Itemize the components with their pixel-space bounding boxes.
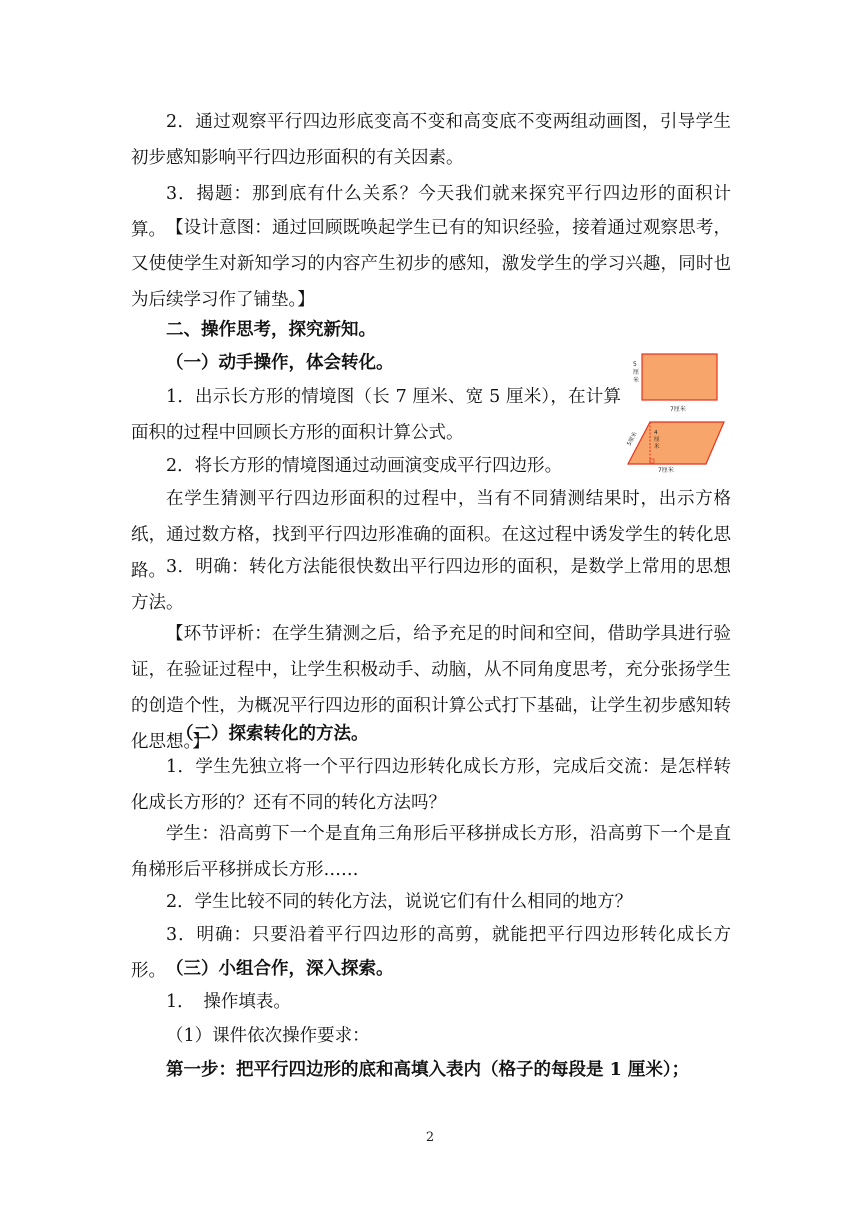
page-number: 2: [425, 1130, 435, 1145]
paragraph: 2．通过观察平行四边形底变高不变和高变底不变两组动画图，引导学生初步感知影响平行四边形面积的有关因素。: [131, 112, 731, 168]
paragraph: 在学生猜测平行四边形面积的过程中，当有不同猜测结果时，出示方格纸，通过数方格，找到平行四边形准确的面积。在这过程中诱发学生的转化思路。: [131, 489, 731, 581]
rectangle-shape: [642, 354, 717, 400]
paragraph: 3．明确：只要沿着平行四边形的高剪，就能把平行四边形转化成长方形。: [131, 925, 731, 981]
paragraph: 1．学生先独立将一个平行四边形转化成长方形，完成后交流：是怎样转化成长方形的？还有不同的转化方法吗？: [131, 757, 731, 813]
rectangle-parallelogram-figure: [620, 346, 740, 476]
paragraph: 1．出示长方形的情境图（长 7 厘米、宽 5 厘米），在计算面积的过程中回顾长方形的面积计算公式。: [131, 387, 621, 443]
para-h-1: 4: [654, 430, 658, 436]
figure-svg: [620, 346, 740, 476]
subsection-heading: （三）小组合作，深入探索。: [166, 959, 394, 979]
rect-h-1: 5: [633, 361, 637, 368]
parallelogram-side-label: 5厘米: [626, 431, 639, 447]
para-h-2: 厘: [654, 437, 660, 443]
paragraph: （1）课件依次操作要求：: [166, 1026, 370, 1046]
paragraph: 第一步：把平行四边形的底和高填入表内（格子的每段是 1 厘米）；: [166, 1060, 690, 1080]
section-evaluation-note: 【环节评析：在学生猜测之后，给予充足的时间和空间，借助学具进行验证，在验证过程中，让学生积极动手、动脑，从不同角度思考，充分张扬学生的创造个性，为概况平行四边形的面积计算公式打下基础，让学生初步感知转化思想。】: [131, 624, 731, 752]
subsection-heading: （二）探索转化的方法。: [176, 724, 369, 744]
para-h-3: 米: [654, 444, 660, 450]
paragraph: 3．揭题：那到底有什么关系？今天我们就来探究平行四边形的面积计算。: [131, 184, 731, 240]
paragraph: 学生：沿高剪下一个是直角三角形后平移拼成长方形，沿高剪下一个是直角梯形后平移拼成长方形……: [131, 824, 731, 880]
rect-h-2: 厘: [633, 369, 640, 376]
paragraph: 2．将长方形的情境图通过动画演变成平行四边形。: [166, 456, 563, 476]
paragraph: 2．学生比较不同的转化方法，说说它们有什么相同的地方？: [166, 892, 633, 912]
paragraph: 3．明确：转化方法能很快数出平行四边形的面积，是数学上常用的思想方法。: [131, 557, 731, 613]
design-intent-note: 【设计意图：通过回顾既唤起学生已有的知识经验，接着通过观察思考，又使使学生对新知学习的内容产生初步的感知，激发学生的学习兴趣，同时也为后续学习作了铺垫。】: [131, 218, 731, 310]
subsection-heading: （一）动手操作，体会转化。: [166, 353, 394, 373]
paragraph: 1． 操作填表。: [166, 992, 291, 1012]
rect-h-3: 米: [633, 377, 640, 384]
section-heading: 二、操作思考，探究新知。: [166, 320, 376, 340]
parallelogram-base-label: 7厘米: [658, 467, 674, 474]
rectangle-height-label: [633, 361, 641, 384]
rectangle-width-label: 7厘米: [670, 406, 686, 413]
parallelogram-shape: [628, 422, 724, 464]
